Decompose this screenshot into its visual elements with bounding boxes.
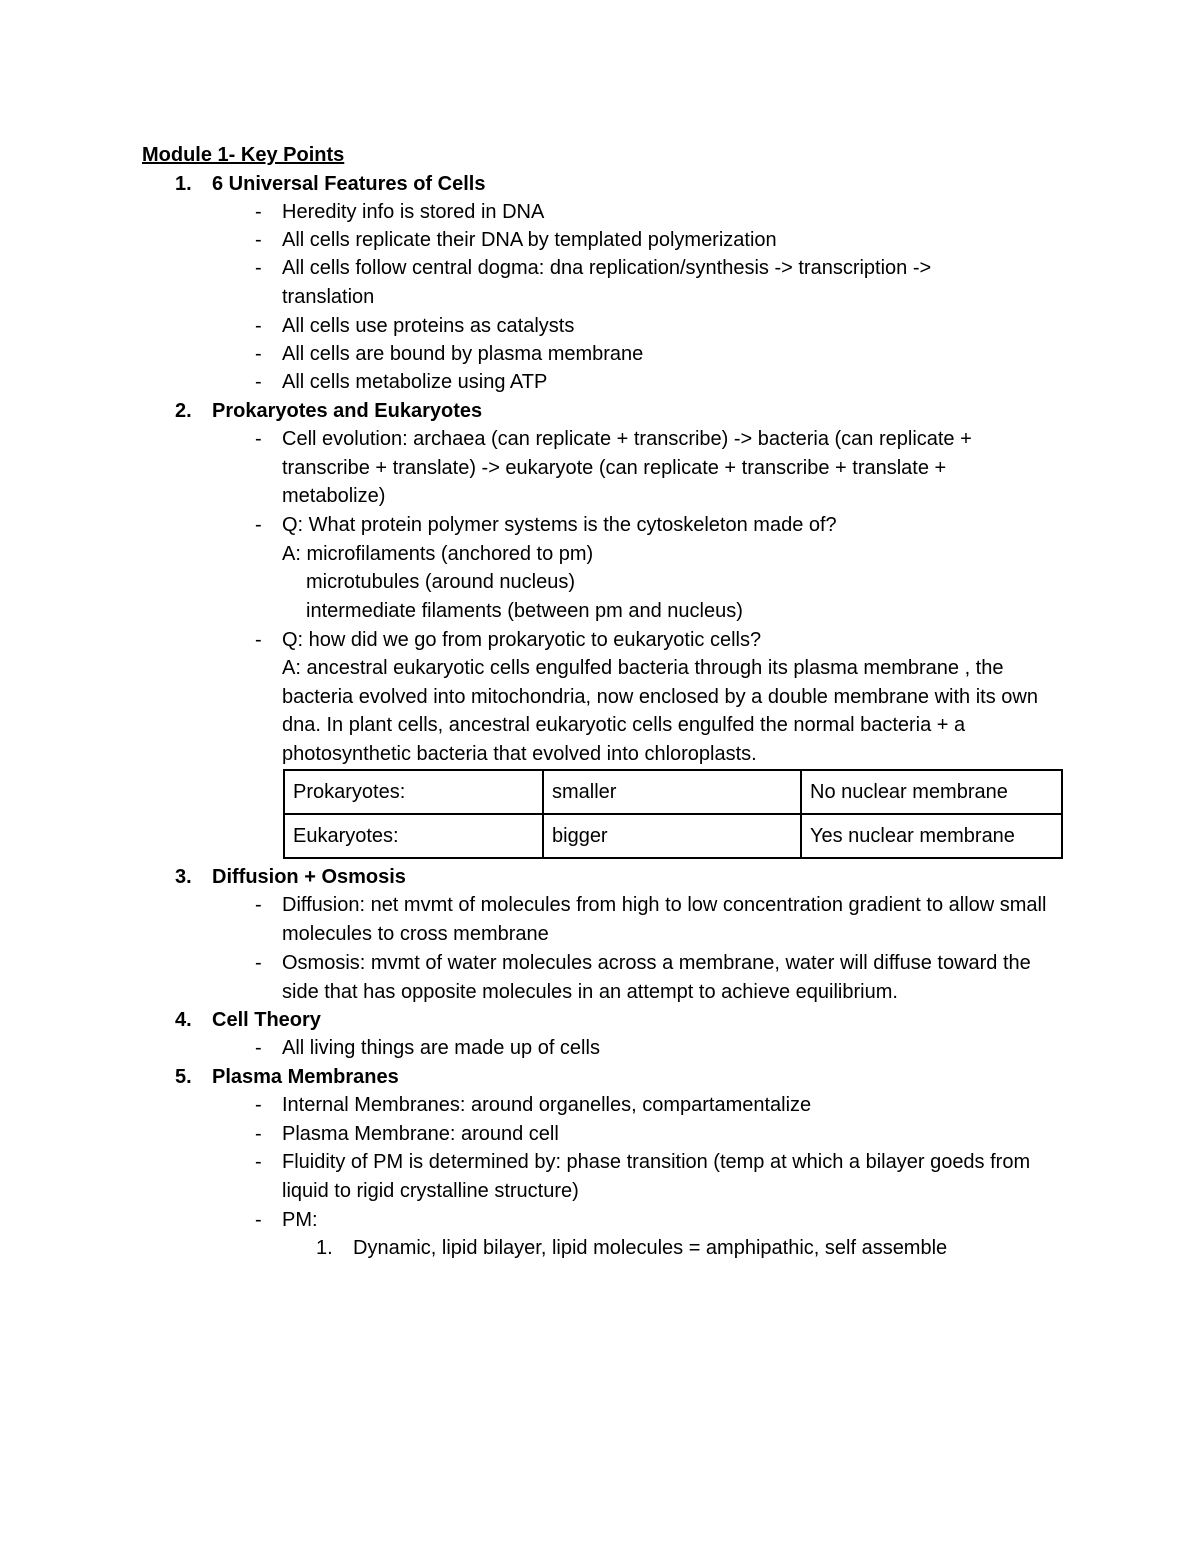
bullet-dash: - (255, 629, 262, 651)
document-title: Module 1- Key Points (142, 144, 345, 166)
section-heading-1 (175, 170, 485, 198)
list-item-text: Osmosis: mvmt of water molecules across a membrane, water will diffuse toward the side that has opposite molecules in an attempt to achieve equilibrium. (282, 952, 1031, 1003)
section-heading-4 (175, 1006, 321, 1034)
list-item (255, 626, 1075, 655)
comparison-table (283, 769, 1063, 859)
bullet-dash: - (255, 315, 262, 337)
list-item-text: Q: What protein polymer systems is the cytoskeleton made of? (282, 514, 837, 536)
list-item-text: All cells are bound by plasma membrane (282, 343, 644, 365)
bullet-dash: - (255, 514, 262, 536)
section-heading-5 (175, 1063, 399, 1091)
section-title: 6 Universal Features of Cells (212, 173, 486, 195)
table-row (284, 814, 1062, 858)
list-item-text: Plasma Membrane: around cell (282, 1123, 559, 1145)
bullet-dash: - (255, 343, 262, 365)
bullet-dash: - (255, 201, 262, 223)
table-cell: Eukaryotes: (284, 814, 543, 858)
table-cell: Yes nuclear membrane (801, 814, 1062, 858)
section-number: 1. (175, 173, 192, 195)
answer-line: intermediate filaments (between pm and nucleus) (306, 600, 743, 622)
table-cell: bigger (543, 814, 801, 858)
list-item (255, 949, 1065, 1006)
answer-paragraph (282, 654, 1062, 768)
list-item (255, 226, 1075, 255)
answer-line: A: microfilaments (anchored to pm) (282, 543, 594, 565)
section-number: 3. (175, 866, 192, 888)
bullet-dash: - (255, 371, 262, 393)
list-item-text: All cells follow central dogma: dna replication/synthesis -> transcription -> translation (282, 257, 932, 308)
section-title: Cell Theory (212, 1009, 321, 1031)
bullet-dash: - (255, 1094, 262, 1116)
list-item (255, 1206, 1075, 1235)
list-item-text: All cells use proteins as catalysts (282, 315, 575, 337)
sublist-number: 1. (316, 1237, 333, 1259)
bullet-dash: - (255, 894, 262, 916)
list-item-text: Cell evolution: archaea (can replicate + transcribe) -> bacteria (can replicate + transcribe + translate) -> eukaryote (can replicate + transcribe + translate + metabolize) (282, 428, 972, 508)
list-item (255, 198, 1075, 227)
bullet-dash: - (255, 1037, 262, 1059)
list-item (255, 1091, 1075, 1120)
bullet-dash: - (255, 1151, 262, 1173)
list-item (255, 1034, 1075, 1063)
table-cell: No nuclear membrane (801, 770, 1062, 814)
section-title: Diffusion + Osmosis (212, 866, 406, 888)
list-item-text: Q: how did we go from prokaryotic to eukaryotic cells? (282, 629, 762, 651)
list-item (255, 340, 1075, 369)
sublist-text: Dynamic, lipid bilayer, lipid molecules = amphipathic, self assemble (353, 1237, 948, 1259)
list-item-text: Internal Membranes: around organelles, compartamentalize (282, 1094, 812, 1116)
section-number: 2. (175, 400, 192, 422)
bullet-dash: - (255, 257, 262, 279)
list-item-text: Diffusion: net mvmt of molecules from high to low concentration gradient to allow small molecules to cross membrane (282, 894, 1047, 945)
list-item-text: All living things are made up of cells (282, 1037, 600, 1059)
list-item (255, 891, 1060, 948)
list-item (255, 1120, 1075, 1149)
table-cell: Prokaryotes: (284, 770, 543, 814)
list-item-text: All cells metabolize using ATP (282, 371, 548, 393)
section-title: Plasma Membranes (212, 1066, 399, 1088)
bullet-dash: - (255, 952, 262, 974)
list-item (255, 1148, 1055, 1205)
sublist-item (316, 1234, 947, 1262)
bullet-dash: - (255, 428, 262, 450)
list-item (255, 511, 1075, 540)
list-item (255, 254, 995, 311)
list-item-text: Fluidity of PM is determined by: phase transition (temp at which a bilayer goeds from liquid to rigid crystalline structure) (282, 1151, 1031, 1202)
list-item (255, 425, 1045, 511)
list-item-text: Heredity info is stored in DNA (282, 201, 545, 223)
list-item-text: All cells replicate their DNA by templated polymerization (282, 229, 777, 251)
section-heading-3 (175, 863, 406, 891)
section-number: 4. (175, 1009, 192, 1031)
bullet-dash: - (255, 229, 262, 251)
table-cell: smaller (543, 770, 801, 814)
section-number: 5. (175, 1066, 192, 1088)
section-heading-2 (175, 397, 482, 425)
list-item (255, 368, 1075, 397)
list-item (255, 312, 1075, 341)
section-title: Prokaryotes and Eukaryotes (212, 400, 483, 422)
table-row (284, 770, 1062, 814)
bullet-dash: - (255, 1209, 262, 1231)
answer-line: microtubules (around nucleus) (306, 571, 576, 593)
answer-text: A: ancestral eukaryotic cells engulfed bacteria through its plasma membrane , the bacteria evolved into mitochondria, now enclosed by a double membrane with its own dna. In plant cells, ancestral eukaryotic cells engulfed the normal bacteria + a photosynthetic bacteria that evolved into chloroplasts. (282, 657, 1038, 765)
bullet-dash: - (255, 1123, 262, 1145)
list-item-text: PM: (282, 1209, 318, 1231)
